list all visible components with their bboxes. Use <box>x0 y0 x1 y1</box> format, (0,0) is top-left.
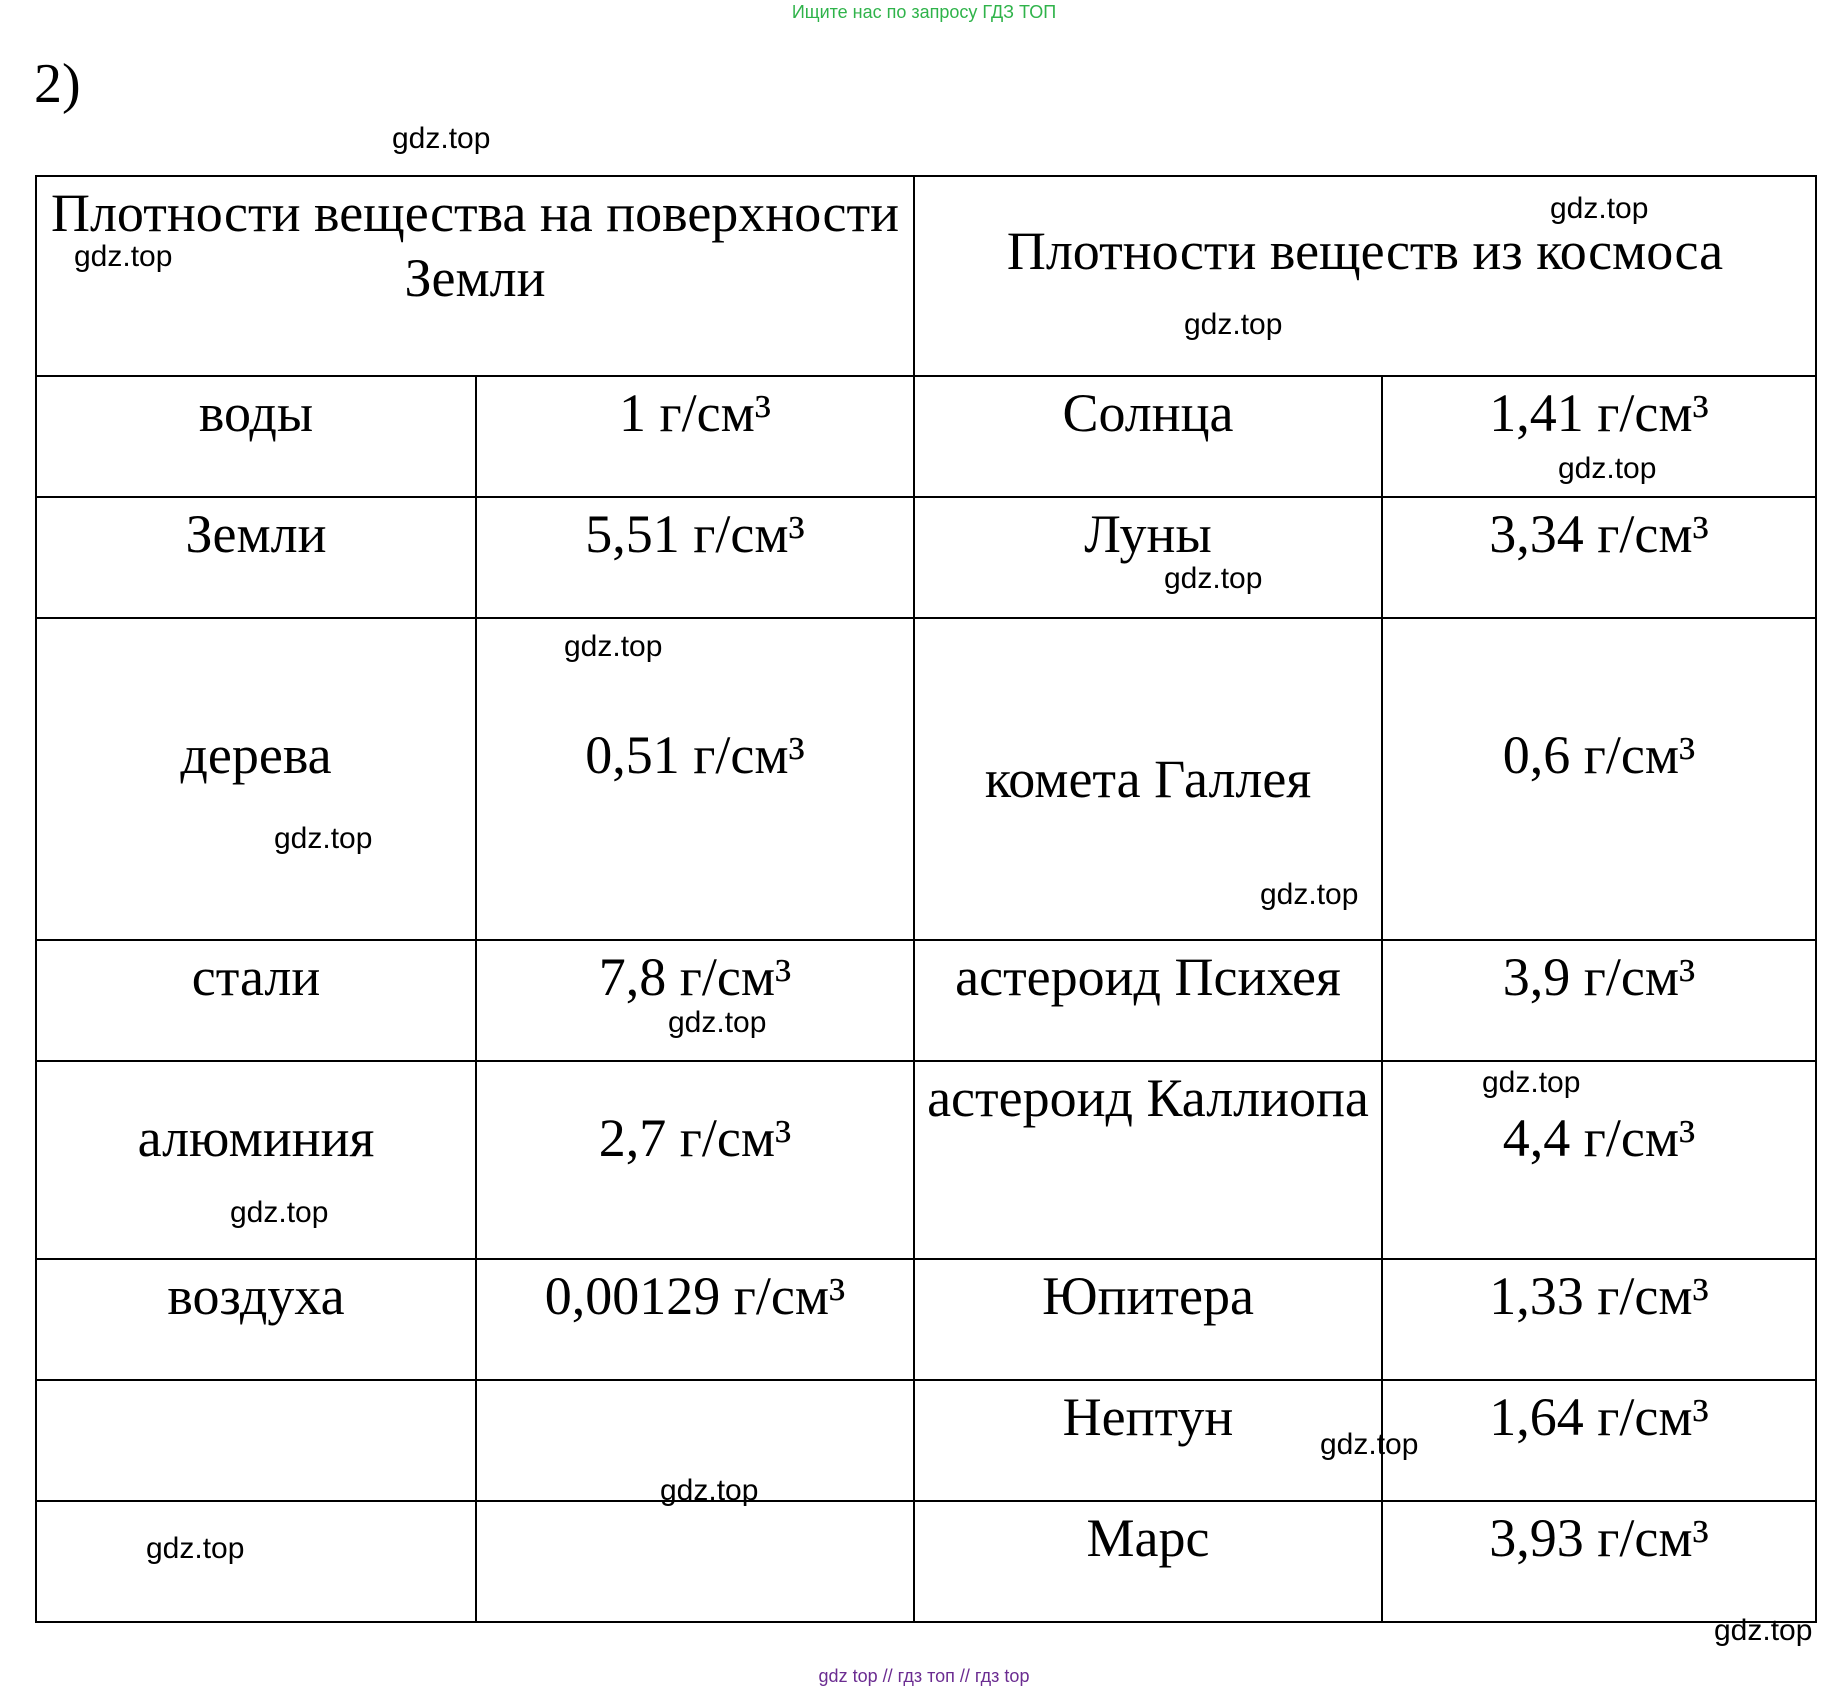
watermark: gdz.top <box>146 1532 245 1565</box>
space-value-cell: 3,93 г/см³ <box>1382 1501 1816 1622</box>
watermark: gdz.top <box>1482 1066 1581 1099</box>
earth-value-cell <box>476 1501 914 1622</box>
density-table <box>35 175 1817 1623</box>
space-value-cell: 1,64 г/см³ <box>1382 1380 1816 1501</box>
table-row <box>36 1380 1816 1501</box>
space-name-cell: Нептун <box>914 1380 1382 1501</box>
table-row <box>36 497 1816 618</box>
earth-name-cell: алюминия <box>36 1061 476 1259</box>
earth-name-cell <box>36 1501 476 1622</box>
earth-name-cell: дерева <box>36 618 476 940</box>
watermark: gdz.top <box>668 1006 767 1039</box>
space-value-cell: 3,34 г/см³ <box>1382 497 1816 618</box>
space-name-cell: астероид Психея <box>914 940 1382 1061</box>
watermark: gdz.top <box>1164 562 1263 595</box>
watermark: gdz.top <box>274 822 373 855</box>
space-value-cell: 1,41 г/см³ <box>1382 376 1816 497</box>
earth-value-cell: 7,8 г/см³ <box>476 940 914 1061</box>
space-name-cell: Солнца <box>914 376 1382 497</box>
table-row <box>36 940 1816 1061</box>
table-row <box>36 1501 1816 1622</box>
earth-name-cell <box>36 1380 476 1501</box>
earth-name-cell: Земли <box>36 497 476 618</box>
earth-name-cell: стали <box>36 940 476 1061</box>
watermark: gdz.top <box>564 630 663 663</box>
watermark: gdz.top <box>74 240 173 273</box>
watermark: gdz.top <box>230 1196 329 1229</box>
top-banner: Ищите нас по запросу ГДЗ ТОП <box>791 2 1057 22</box>
task-number: 2) <box>34 53 81 115</box>
watermark: gdz.top <box>1184 308 1283 341</box>
space-name-cell: Марс <box>914 1501 1382 1622</box>
space-value-cell: 3,9 г/см³ <box>1382 940 1816 1061</box>
table-row <box>36 618 1816 940</box>
earth-name-cell: воздуха <box>36 1259 476 1380</box>
earth-name-cell: воды <box>36 376 476 497</box>
header-space: Плотности веществ из космоса <box>914 176 1816 376</box>
earth-value-cell: 2,7 г/см³ <box>476 1061 914 1259</box>
footer-links: gdz top // гдз топ // гдз top <box>818 1666 1030 1686</box>
space-name-cell: комета Галлея <box>914 618 1382 940</box>
earth-value-cell: 1 г/см³ <box>476 376 914 497</box>
watermark: gdz.top <box>1260 878 1359 911</box>
space-name-cell: астероид Каллиопа <box>914 1061 1382 1259</box>
earth-value-cell: 0,00129 г/см³ <box>476 1259 914 1380</box>
watermark: gdz.top <box>1714 1614 1813 1647</box>
earth-value-cell: 0,51 г/см³ <box>476 618 914 940</box>
watermark: gdz.top <box>1550 192 1649 225</box>
watermark: gdz.top <box>1320 1428 1419 1461</box>
space-value-cell: 0,6 г/см³ <box>1382 618 1816 940</box>
space-value-cell: 4,4 г/см³ <box>1382 1061 1816 1259</box>
table-row <box>36 1259 1816 1380</box>
earth-value-cell: 5,51 г/см³ <box>476 497 914 618</box>
watermark: gdz.top <box>392 122 491 155</box>
table-header-row <box>36 176 1816 376</box>
space-name-cell: Юпитера <box>914 1259 1382 1380</box>
header-earth: Плотности вещества на поверхности Земли <box>36 176 914 376</box>
table-row <box>36 376 1816 497</box>
watermark: gdz.top <box>1558 452 1657 485</box>
space-name-cell: Луны <box>914 497 1382 618</box>
watermark: gdz.top <box>660 1474 759 1507</box>
space-value-cell: 1,33 г/см³ <box>1382 1259 1816 1380</box>
